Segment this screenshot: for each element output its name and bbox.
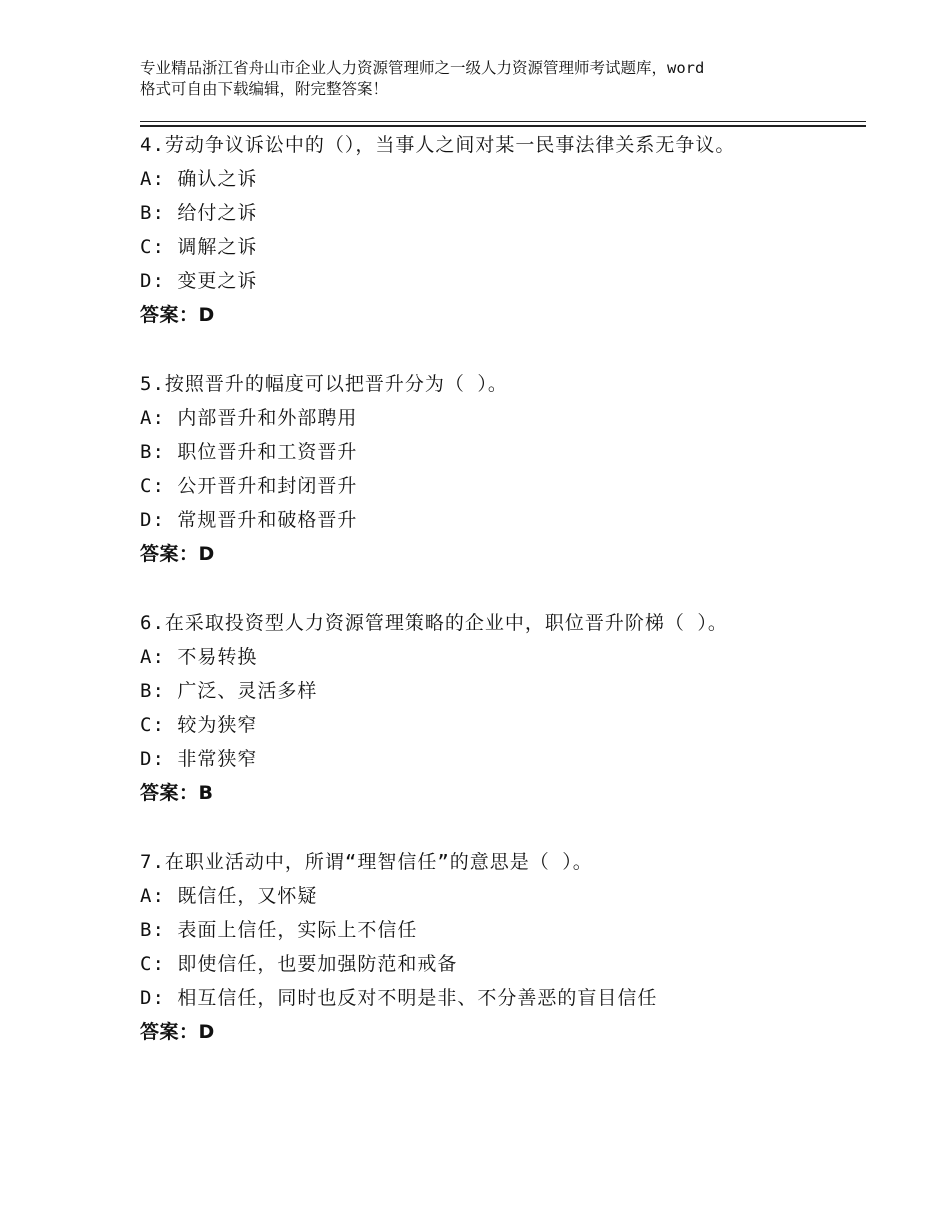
option-a: A: 不易转换 — [140, 646, 258, 668]
header-line-2: 格式可自由下载编辑，附完整答案！ — [140, 80, 389, 98]
option-b: B: 职位晋升和工资晋升 — [140, 441, 358, 463]
header-divider-thin — [140, 121, 866, 122]
question-item — [140, 845, 866, 1049]
answer-line: 答案：D — [140, 1021, 215, 1043]
option-a: A: 既信任，又怀疑 — [140, 885, 318, 907]
question-title: 7.在职业活动中，所谓“理智信任”的意思是（ ）。 — [140, 851, 593, 873]
option-d: D: 常规晋升和破格晋升 — [140, 509, 358, 531]
header-divider-thick — [140, 125, 866, 127]
document-header — [140, 58, 840, 100]
option-c: C: 调解之诉 — [140, 236, 258, 258]
option-c: C: 即使信任，也要加强防范和戒备 — [140, 953, 458, 975]
answer-line: 答案：D — [140, 304, 215, 326]
option-c: C: 较为狭窄 — [140, 714, 258, 736]
question-title: 5.按照晋升的幅度可以把晋升分为（ ）。 — [140, 373, 508, 395]
option-d: D: 相互信任，同时也反对不明是非、不分善恶的盲目信任 — [140, 987, 658, 1009]
option-a: A: 确认之诉 — [140, 168, 258, 190]
header-line-1: 专业精品浙江省舟山市企业人力资源管理师之一级人力资源管理师考试题库，word — [140, 59, 705, 77]
question-item — [140, 367, 866, 571]
option-d: D: 变更之诉 — [140, 270, 258, 292]
option-b: B: 广泛、灵活多样 — [140, 680, 318, 702]
question-item — [140, 128, 866, 332]
question-item — [140, 606, 866, 810]
option-a: A: 内部晋升和外部聘用 — [140, 407, 358, 429]
answer-line: 答案：D — [140, 543, 215, 565]
option-b: B: 表面上信任，实际上不信任 — [140, 919, 418, 941]
answer-line: 答案：B — [140, 782, 214, 804]
option-b: B: 给付之诉 — [140, 202, 258, 224]
option-d: D: 非常狭窄 — [140, 748, 258, 770]
question-title: 4.劳动争议诉讼中的（），当事人之间对某一民事法律关系无争议。 — [140, 134, 736, 156]
question-list — [140, 128, 866, 1084]
option-c: C: 公开晋升和封闭晋升 — [140, 475, 358, 497]
question-title: 6.在采取投资型人力资源管理策略的企业中，职位晋升阶梯（ ）。 — [140, 612, 728, 634]
